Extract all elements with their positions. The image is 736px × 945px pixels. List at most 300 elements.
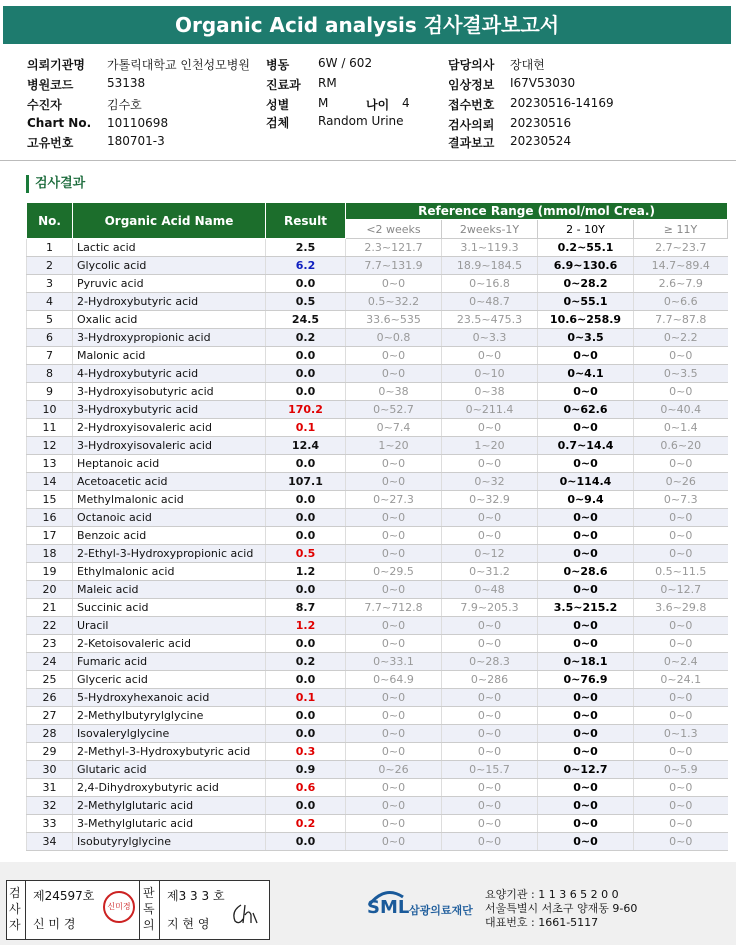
row-range-adult: 0~0 xyxy=(634,815,728,833)
row-result: 0.0 xyxy=(266,491,346,509)
row-range-neonate: 0~26 xyxy=(346,761,442,779)
contact-info xyxy=(485,888,637,930)
row-name: 2-Ketoisovaleric acid xyxy=(73,635,266,653)
table-row xyxy=(27,383,728,401)
divider xyxy=(159,881,160,939)
header-name: Organic Acid Name xyxy=(73,203,266,239)
row-name: Glycolic acid xyxy=(73,257,266,275)
row-range-adult: 0~12.7 xyxy=(634,581,728,599)
row-range-infant: 0~0 xyxy=(442,779,538,797)
phone: 대표번호 : 1661-5117 xyxy=(485,916,599,929)
row-range-child: 0~0 xyxy=(538,689,634,707)
row-result: 0.0 xyxy=(266,347,346,365)
row-result: 0.3 xyxy=(266,743,346,761)
row-range-adult: 14.7~89.4 xyxy=(634,257,728,275)
row-no: 20 xyxy=(27,581,73,599)
row-name: Fumaric acid xyxy=(73,653,266,671)
row-range-neonate: 33.6~535 xyxy=(346,311,442,329)
row-name: Isobutyrylglycine xyxy=(73,833,266,851)
row-range-child: 0~0 xyxy=(538,419,634,437)
section-title: 검사결과 xyxy=(26,175,85,193)
row-range-infant: 0~3.3 xyxy=(442,329,538,347)
row-name: 2-Hydroxyisovaleric acid xyxy=(73,419,266,437)
row-no: 17 xyxy=(27,527,73,545)
row-range-adult: 0~3.5 xyxy=(634,365,728,383)
row-range-child: 0~76.9 xyxy=(538,671,634,689)
row-no: 5 xyxy=(27,311,73,329)
row-range-child: 0~0 xyxy=(538,527,634,545)
row-range-child: 0~0 xyxy=(538,347,634,365)
row-range-neonate: 1~20 xyxy=(346,437,442,455)
row-range-neonate: 0~0 xyxy=(346,833,442,851)
row-name: 2-Hydroxybutyric acid xyxy=(73,293,266,311)
row-range-adult: 0~0 xyxy=(634,635,728,653)
row-range-adult: 0~0 xyxy=(634,347,728,365)
row-range-child: 0~0 xyxy=(538,455,634,473)
header-range-infant: 2weeks-1Y xyxy=(442,220,538,239)
table-row xyxy=(27,491,728,509)
row-range-infant: 23.5~475.3 xyxy=(442,311,538,329)
table-row xyxy=(27,257,728,275)
row-range-neonate: 0~52.7 xyxy=(346,401,442,419)
row-range-neonate: 0~0 xyxy=(346,635,442,653)
row-name: 5-Hydroxyhexanoic acid xyxy=(73,689,266,707)
row-name: Uracil xyxy=(73,617,266,635)
divider xyxy=(25,881,26,939)
row-range-adult: 0~0 xyxy=(634,509,728,527)
doctor-label: 판독의 xyxy=(143,886,155,932)
row-range-child: 0~9.4 xyxy=(538,491,634,509)
row-name: 3-Hydroxypropionic acid xyxy=(73,329,266,347)
row-range-child: 6.9~130.6 xyxy=(538,257,634,275)
row-range-infant: 0~10 xyxy=(442,365,538,383)
header-result: Result xyxy=(266,203,346,239)
row-range-infant: 0~38 xyxy=(442,383,538,401)
row-range-neonate: 0~0 xyxy=(346,797,442,815)
table-row xyxy=(27,293,728,311)
row-result: 0.0 xyxy=(266,455,346,473)
table-row xyxy=(27,329,728,347)
row-range-child: 0~0 xyxy=(538,635,634,653)
divider xyxy=(0,160,736,161)
row-range-adult: 0.6~20 xyxy=(634,437,728,455)
row-range-neonate: 0.5~32.2 xyxy=(346,293,442,311)
row-range-infant: 0~0 xyxy=(442,419,538,437)
logo-text: SML xyxy=(367,897,410,918)
row-no: 8 xyxy=(27,365,73,383)
table-row xyxy=(27,653,728,671)
row-name: Ethylmalonic acid xyxy=(73,563,266,581)
row-name: Pyruvic acid xyxy=(73,275,266,293)
header-reference-range: Reference Range (mmol/mol Crea.) xyxy=(346,203,728,220)
row-range-infant: 0~0 xyxy=(442,833,538,851)
row-range-infant: 0~16.8 xyxy=(442,275,538,293)
row-name: Heptanoic acid xyxy=(73,455,266,473)
row-range-adult: 0~0 xyxy=(634,833,728,851)
row-name: Maleic acid xyxy=(73,581,266,599)
row-no: 4 xyxy=(27,293,73,311)
table-row xyxy=(27,581,728,599)
row-range-adult: 3.6~29.8 xyxy=(634,599,728,617)
row-result: 12.4 xyxy=(266,437,346,455)
row-result: 0.0 xyxy=(266,275,346,293)
table-row xyxy=(27,599,728,617)
row-result: 8.7 xyxy=(266,599,346,617)
table-row xyxy=(27,743,728,761)
row-range-child: 0~0 xyxy=(538,833,634,851)
row-name: Malonic acid xyxy=(73,347,266,365)
table-row xyxy=(27,671,728,689)
row-no: 19 xyxy=(27,563,73,581)
row-range-child: 10.6~258.9 xyxy=(538,311,634,329)
row-range-child: 0~0 xyxy=(538,509,634,527)
row-result: 0.5 xyxy=(266,293,346,311)
row-range-infant: 0~0 xyxy=(442,455,538,473)
table-row xyxy=(27,545,728,563)
row-range-neonate: 0~0 xyxy=(346,707,442,725)
row-name: 4-Hydroxybutyric acid xyxy=(73,365,266,383)
row-range-child: 0~0 xyxy=(538,383,634,401)
row-no: 7 xyxy=(27,347,73,365)
row-result: 24.5 xyxy=(266,311,346,329)
row-range-infant: 0~0 xyxy=(442,815,538,833)
row-range-infant: 0~0 xyxy=(442,527,538,545)
address: 서울특별시 서초구 양재동 9-60 xyxy=(485,902,638,915)
row-result: 0.0 xyxy=(266,527,346,545)
row-result: 0.0 xyxy=(266,635,346,653)
row-no: 26 xyxy=(27,689,73,707)
table-row xyxy=(27,275,728,293)
row-range-neonate: 0~0 xyxy=(346,779,442,797)
row-range-infant: 0~32.9 xyxy=(442,491,538,509)
row-range-neonate: 0~0.8 xyxy=(346,329,442,347)
row-no: 29 xyxy=(27,743,73,761)
report-title: Organic Acid analysis 검사결과보고서 xyxy=(3,6,731,44)
row-range-infant: 3.1~119.3 xyxy=(442,239,538,257)
row-result: 0.2 xyxy=(266,815,346,833)
row-result: 0.0 xyxy=(266,725,346,743)
table-row xyxy=(27,455,728,473)
row-name: 3-Hydroxyisovaleric acid xyxy=(73,437,266,455)
table-row xyxy=(27,419,728,437)
table-row xyxy=(27,311,728,329)
row-name: 3-Hydroxybutyric acid xyxy=(73,401,266,419)
row-range-adult: 0~2.2 xyxy=(634,329,728,347)
row-range-infant: 0~48 xyxy=(442,581,538,599)
row-range-infant: 0~0 xyxy=(442,635,538,653)
signature-icon xyxy=(229,901,261,927)
row-result: 0.0 xyxy=(266,671,346,689)
row-result: 6.2 xyxy=(266,257,346,275)
row-result: 1.2 xyxy=(266,563,346,581)
row-range-child: 0~3.5 xyxy=(538,329,634,347)
row-range-adult: 0~7.3 xyxy=(634,491,728,509)
doctor-license: 제3 3 3 호 xyxy=(167,889,225,903)
row-range-adult: 0.5~11.5 xyxy=(634,563,728,581)
row-result: 170.2 xyxy=(266,401,346,419)
table-row xyxy=(27,509,728,527)
row-result: 0.0 xyxy=(266,581,346,599)
header-range-child: 2 - 10Y xyxy=(538,220,634,239)
row-range-infant: 0~28.3 xyxy=(442,653,538,671)
row-range-neonate: 0~0 xyxy=(346,365,442,383)
row-range-infant: 0~0 xyxy=(442,707,538,725)
row-range-infant: 0~0 xyxy=(442,347,538,365)
row-range-child: 0~12.7 xyxy=(538,761,634,779)
row-range-child: 0~4.1 xyxy=(538,365,634,383)
row-result: 1.2 xyxy=(266,617,346,635)
row-range-adult: 0~1.4 xyxy=(634,419,728,437)
row-result: 0.0 xyxy=(266,509,346,527)
row-range-neonate: 0~33.1 xyxy=(346,653,442,671)
tester-name: 신 미 경 xyxy=(33,917,76,931)
row-range-infant: 0~15.7 xyxy=(442,761,538,779)
table-row xyxy=(27,437,728,455)
row-range-child: 0~0 xyxy=(538,815,634,833)
row-range-neonate: 0~0 xyxy=(346,617,442,635)
row-no: 25 xyxy=(27,671,73,689)
header-range-adult: ≥ 11Y xyxy=(634,220,728,239)
row-range-infant: 0~286 xyxy=(442,671,538,689)
row-no: 24 xyxy=(27,653,73,671)
row-range-adult: 0~24.1 xyxy=(634,671,728,689)
row-no: 34 xyxy=(27,833,73,851)
row-no: 1 xyxy=(27,239,73,257)
row-range-infant: 0~0 xyxy=(442,725,538,743)
row-no: 12 xyxy=(27,437,73,455)
row-name: Lactic acid xyxy=(73,239,266,257)
row-range-child: 0~0 xyxy=(538,581,634,599)
row-name: 2-Methyl-3-Hydroxybutyric acid xyxy=(73,743,266,761)
row-range-infant: 0~31.2 xyxy=(442,563,538,581)
row-name: 2-Methylbutyrylglycine xyxy=(73,707,266,725)
row-range-adult: 0~0 xyxy=(634,779,728,797)
table-row xyxy=(27,527,728,545)
row-no: 6 xyxy=(27,329,73,347)
divider xyxy=(139,881,140,939)
row-range-infant: 18.9~184.5 xyxy=(442,257,538,275)
row-range-neonate: 0~0 xyxy=(346,509,442,527)
row-result: 2.5 xyxy=(266,239,346,257)
row-range-adult: 2.7~23.7 xyxy=(634,239,728,257)
row-range-adult: 0~1.3 xyxy=(634,725,728,743)
row-no: 10 xyxy=(27,401,73,419)
row-range-adult: 0~0 xyxy=(634,617,728,635)
table-row xyxy=(27,779,728,797)
logo-name: 삼광의료재단 xyxy=(409,904,473,917)
row-range-infant: 0~0 xyxy=(442,617,538,635)
row-no: 13 xyxy=(27,455,73,473)
table-row xyxy=(27,401,728,419)
row-range-adult: 0~0 xyxy=(634,545,728,563)
row-range-neonate: 0~0 xyxy=(346,581,442,599)
results-table xyxy=(26,202,728,851)
row-no: 22 xyxy=(27,617,73,635)
row-result: 0.5 xyxy=(266,545,346,563)
row-range-neonate: 0~0 xyxy=(346,545,442,563)
row-range-child: 0~0 xyxy=(538,779,634,797)
row-name: Succinic acid xyxy=(73,599,266,617)
row-range-adult: 7.7~87.8 xyxy=(634,311,728,329)
row-range-neonate: 0~29.5 xyxy=(346,563,442,581)
row-no: 3 xyxy=(27,275,73,293)
row-range-adult: 0~0 xyxy=(634,689,728,707)
row-no: 2 xyxy=(27,257,73,275)
row-no: 31 xyxy=(27,779,73,797)
row-name: 2-Methylglutaric acid xyxy=(73,797,266,815)
row-no: 33 xyxy=(27,815,73,833)
row-range-infant: 0~211.4 xyxy=(442,401,538,419)
row-range-neonate: 0~27.3 xyxy=(346,491,442,509)
row-range-neonate: 0~0 xyxy=(346,473,442,491)
row-range-neonate: 0~0 xyxy=(346,275,442,293)
row-no: 9 xyxy=(27,383,73,401)
table-row xyxy=(27,473,728,491)
row-range-child: 0.2~55.1 xyxy=(538,239,634,257)
row-range-infant: 0~48.7 xyxy=(442,293,538,311)
row-no: 14 xyxy=(27,473,73,491)
row-range-adult: 2.6~7.9 xyxy=(634,275,728,293)
row-no: 23 xyxy=(27,635,73,653)
row-result: 0.1 xyxy=(266,689,346,707)
row-name: Glutaric acid xyxy=(73,761,266,779)
row-no: 11 xyxy=(27,419,73,437)
table-row xyxy=(27,725,728,743)
tester-license: 제24597호 xyxy=(33,889,95,903)
row-result: 0.2 xyxy=(266,329,346,347)
row-range-child: 0~28.6 xyxy=(538,563,634,581)
row-result: 0.2 xyxy=(266,653,346,671)
row-name: Octanoic acid xyxy=(73,509,266,527)
row-result: 0.6 xyxy=(266,779,346,797)
row-result: 0.0 xyxy=(266,797,346,815)
row-range-adult: 0~2.4 xyxy=(634,653,728,671)
row-range-neonate: 0~38 xyxy=(346,383,442,401)
table-row xyxy=(27,689,728,707)
signature-box xyxy=(6,880,270,940)
agency-code: 요양기관 : 1 1 3 6 5 2 0 0 xyxy=(485,888,619,901)
row-name: Methylmalonic acid xyxy=(73,491,266,509)
row-range-child: 0~114.4 xyxy=(538,473,634,491)
row-range-child: 0.7~14.4 xyxy=(538,437,634,455)
row-no: 21 xyxy=(27,599,73,617)
row-range-infant: 0~0 xyxy=(442,797,538,815)
row-no: 28 xyxy=(27,725,73,743)
row-range-infant: 7.9~205.3 xyxy=(442,599,538,617)
row-range-adult: 0~0 xyxy=(634,797,728,815)
row-result: 0.0 xyxy=(266,365,346,383)
row-name: Oxalic acid xyxy=(73,311,266,329)
row-range-child: 0~55.1 xyxy=(538,293,634,311)
row-range-child: 0~62.6 xyxy=(538,401,634,419)
row-range-adult: 0~40.4 xyxy=(634,401,728,419)
row-range-neonate: 0~0 xyxy=(346,689,442,707)
row-range-child: 0~0 xyxy=(538,617,634,635)
row-no: 16 xyxy=(27,509,73,527)
row-no: 18 xyxy=(27,545,73,563)
row-result: 0.0 xyxy=(266,833,346,851)
row-name: Isovalerylglycine xyxy=(73,725,266,743)
row-name: Acetoacetic acid xyxy=(73,473,266,491)
row-range-infant: 0~0 xyxy=(442,509,538,527)
tester-label: 검사자 xyxy=(9,886,21,932)
header-range-neonate: <2 weeks xyxy=(346,220,442,239)
row-range-child: 0~28.2 xyxy=(538,275,634,293)
row-range-child: 0~0 xyxy=(538,797,634,815)
row-range-child: 0~0 xyxy=(538,725,634,743)
row-range-neonate: 0~0 xyxy=(346,725,442,743)
row-range-adult: 0~0 xyxy=(634,527,728,545)
row-range-adult: 0~0 xyxy=(634,383,728,401)
row-no: 32 xyxy=(27,797,73,815)
table-row xyxy=(27,761,728,779)
table-row xyxy=(27,833,728,851)
tester-stamp: 신미경 xyxy=(103,891,135,923)
row-range-child: 0~0 xyxy=(538,743,634,761)
row-range-neonate: 0~64.9 xyxy=(346,671,442,689)
table-row xyxy=(27,365,728,383)
row-range-child: 0~0 xyxy=(538,707,634,725)
row-no: 27 xyxy=(27,707,73,725)
table-row xyxy=(27,797,728,815)
row-name: 3-Hydroxyisobutyric acid xyxy=(73,383,266,401)
row-result: 0.0 xyxy=(266,383,346,401)
row-range-infant: 0~0 xyxy=(442,689,538,707)
row-no: 30 xyxy=(27,761,73,779)
row-range-neonate: 0~7.4 xyxy=(346,419,442,437)
row-name: Glyceric acid xyxy=(73,671,266,689)
row-no: 15 xyxy=(27,491,73,509)
table-row xyxy=(27,347,728,365)
row-range-neonate: 7.7~712.8 xyxy=(346,599,442,617)
row-range-neonate: 2.3~121.7 xyxy=(346,239,442,257)
row-result: 0.9 xyxy=(266,761,346,779)
row-name: 2,4-Dihydroxybutyric acid xyxy=(73,779,266,797)
table-row xyxy=(27,815,728,833)
row-range-adult: 0~0 xyxy=(634,707,728,725)
table-row xyxy=(27,635,728,653)
row-range-adult: 0~5.9 xyxy=(634,761,728,779)
table-row xyxy=(27,707,728,725)
doctor-name: 지 현 영 xyxy=(167,917,210,931)
row-name: Benzoic acid xyxy=(73,527,266,545)
row-range-child: 0~18.1 xyxy=(538,653,634,671)
row-range-infant: 1~20 xyxy=(442,437,538,455)
row-range-child: 3.5~215.2 xyxy=(538,599,634,617)
row-range-neonate: 0~0 xyxy=(346,347,442,365)
row-name: 3-Methylglutaric acid xyxy=(73,815,266,833)
row-range-adult: 0~26 xyxy=(634,473,728,491)
table-row xyxy=(27,617,728,635)
row-result: 107.1 xyxy=(266,473,346,491)
table-row xyxy=(27,563,728,581)
row-range-neonate: 0~0 xyxy=(346,743,442,761)
row-result: 0.0 xyxy=(266,707,346,725)
row-range-infant: 0~32 xyxy=(442,473,538,491)
row-name: 2-Ethyl-3-Hydroxypropionic acid xyxy=(73,545,266,563)
table-row xyxy=(27,239,728,257)
row-range-infant: 0~12 xyxy=(442,545,538,563)
row-range-neonate: 0~0 xyxy=(346,455,442,473)
row-range-neonate: 7.7~131.9 xyxy=(346,257,442,275)
row-range-infant: 0~0 xyxy=(442,743,538,761)
header-no: No. xyxy=(27,203,73,239)
row-range-child: 0~0 xyxy=(538,545,634,563)
row-range-neonate: 0~0 xyxy=(346,527,442,545)
row-range-adult: 0~0 xyxy=(634,743,728,761)
row-range-adult: 0~6.6 xyxy=(634,293,728,311)
row-result: 0.1 xyxy=(266,419,346,437)
